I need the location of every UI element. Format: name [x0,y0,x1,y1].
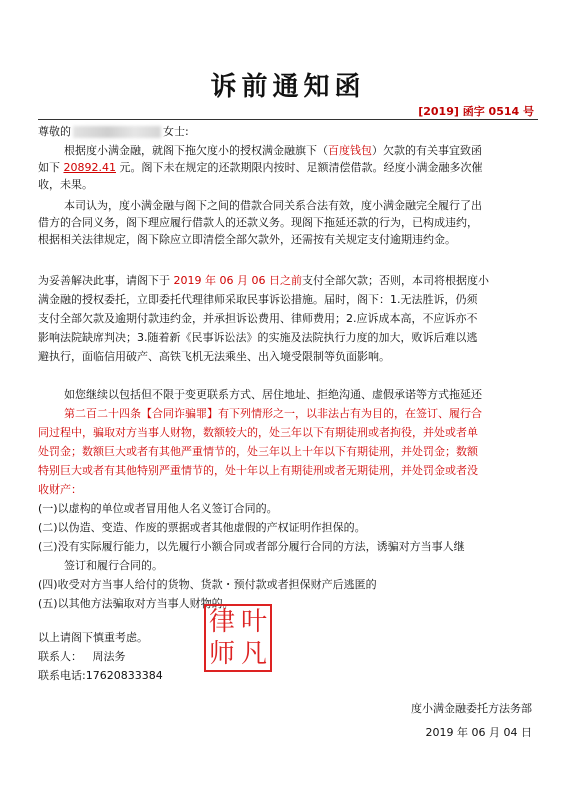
redacted-name [73,126,161,138]
para1-line3: 收，未果。 [38,178,93,191]
para3-line5: 避执行，面临信用破产、高铁飞机无法乘坐、出入境受限制等负面影响。 [38,350,390,363]
contact-phone-label: 联系电话: [38,669,86,682]
law-article-title: 第二百二十四条【合同诈骗罪】 [64,407,218,420]
para1-line2 [38,159,538,176]
list-item-continuation: 签订和履行合同的。 [64,559,163,572]
document-number: [2019] 函字 0514 号 [418,105,534,118]
para4-line4: 处罚金；数额巨大或者有其他严重情节的，处三年以上十年以下有期徒刑，并处罚金；数额 [38,445,478,458]
seal-char: 师 [208,639,235,669]
para3-line3: 支付全部欠款及逾期付款违约金，并承担诉讼费用、律师费用；2.应诉成本高，不应诉亦不 [38,312,478,325]
salutation-line [38,123,538,140]
page-title: 诉前通知函 [210,72,366,102]
para3-line1 [38,272,538,289]
para3-text: 支付全部欠款；否则，本司将根据度小 [301,274,489,287]
para1-text: 元。阁下未在规定的还款期限内按时、足额清偿借款。经度小满金融多次催 [116,161,483,174]
para2-line3: 根据相关法律规定，阁下除应立即清偿全部欠款外，还需按有关规定支付逾期违约金。 [38,233,456,246]
list-item: (五)以其他方法骗取对方当事人财物的。 [38,597,234,610]
product-name: 百度钱包 [328,144,372,157]
seal-char: 律 [208,607,235,637]
para1-line1 [64,142,538,159]
para4-line6: 收财产： [38,483,82,496]
para2-line2: 借方的合同义务，阁下理应履行借款人的还款义务。现阁下拖延还款的行为，已构成违约， [38,216,478,229]
salutation-prefix: 尊敬的 [38,125,71,138]
para4-line3: 同过程中，骗取对方当事人财物，数额较大的，处三年以下有期徒刑或者拘役，并处或者单 [38,426,478,439]
signature-organization: 度小满金融委托方法务部 [411,702,532,715]
seal-char: 凡 [240,639,267,669]
para3-text: 为妥善解决此事，请阁下于 [38,274,174,287]
payment-deadline: 2019 年 06 月 06 日之前 [173,274,302,287]
para1-text: 如下 [38,161,64,174]
para1-text: 根据度小满金融，就阁下拖欠度小的授权满金融旗下（ [64,144,328,157]
lawyer-seal-stamp [204,604,272,672]
contact-person-line [38,648,538,665]
contact-phone-line [38,667,538,684]
list-item: (四)收受对方当事人给付的货物、货款・预付款或者担保财产后逃匿的 [38,578,377,591]
contact-person: 周法务 [92,650,126,663]
para1-text: ）欠款的有关事宜致函 [372,144,482,157]
para4-line1: 如您继续以包括但不限于变更联系方式、居住地址、拒绝沟通、虚假承诺等方式拖延还 [64,388,482,401]
salutation-suffix: 女士: [163,125,189,138]
signature-date: 2019 年 06 月 04 日 [425,726,532,739]
contact-phone: 17620833384 [85,669,163,682]
list-item: (一)以虚构的单位或者冒用他人名义签订合同的。 [38,502,278,515]
para4-line2 [64,405,538,422]
seal-char: 叶 [240,607,267,637]
list-item: (三)没有实际履行能力，以先履行小额合同或者部分履行合同的方法，诱骗对方当事人继 [38,540,465,553]
para4-line5: 特别巨大或者有其他特别严重情节的，处十年以上有期徒刑或者无期徒刑，并处罚金或者没 [38,464,478,477]
closing-remark: 以上请阁下慎重考虑。 [38,631,148,644]
para3-line2: 满金融的授权委托，立即委托代理律师采取民事诉讼措施。届时，阁下：1.无法胜诉，仍须 [38,293,478,306]
contact-person-label: 联系人： [38,650,82,663]
para2-line1: 本司认为，度小满金融与阁下之间的借款合同关系合法有效，度小满金融完全履行了出 [64,199,482,212]
para4-text: 有下列情形之一，以非法占有为目的，在签订、履行合 [218,407,482,420]
para3-line4: 影响法院缺席判决；3.随着新《民事诉讼法》的实施及法院执行力度的加大，败诉后难以逃 [38,331,478,344]
header-divider [38,119,538,120]
debt-amount: 20892.41 [63,161,116,174]
list-item: (二)以伪造、变造、作废的票据或者其他虚假的产权证明作担保的。 [38,521,366,534]
